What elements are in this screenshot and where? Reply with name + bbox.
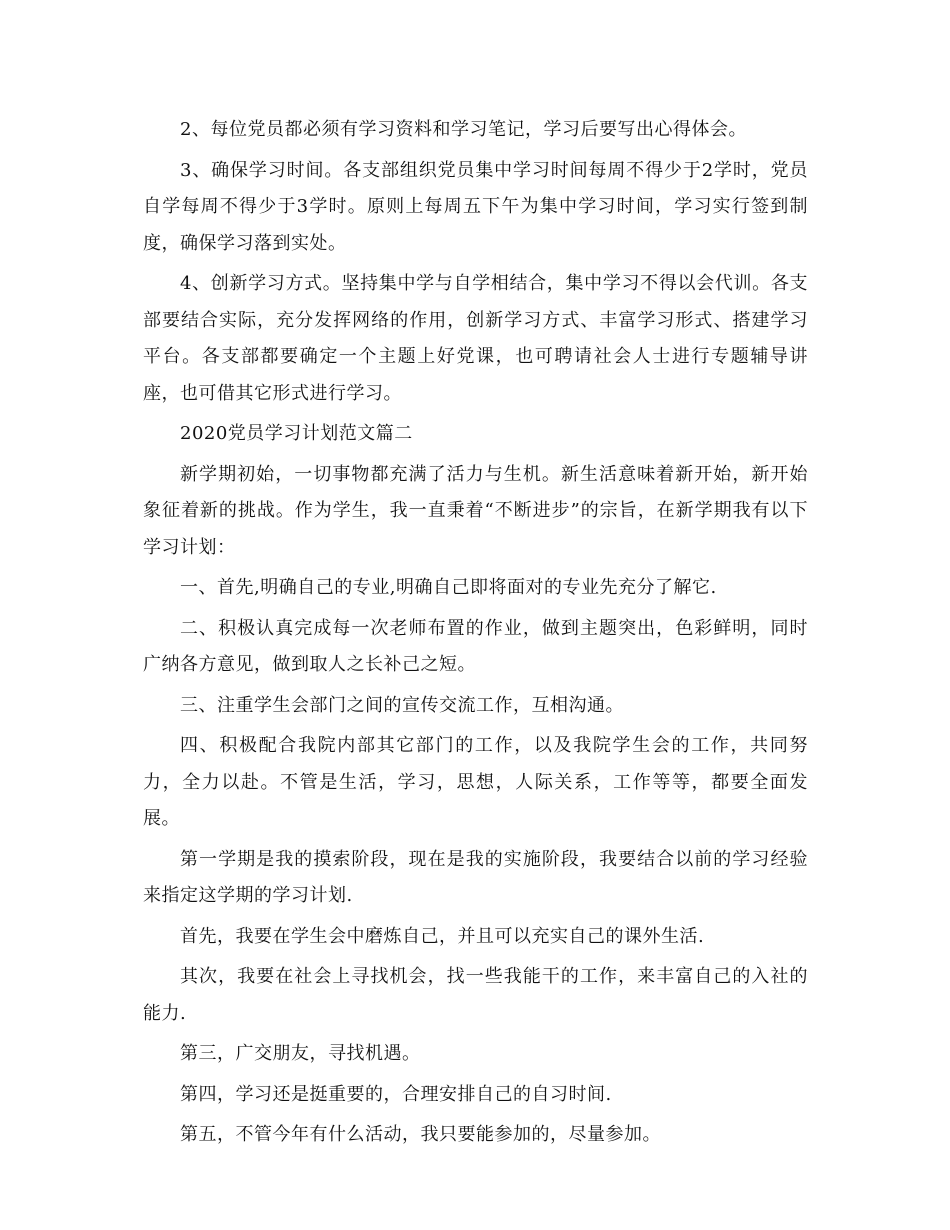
- paragraph-point-4: 4、创新学习方式。坚持集中学与自学相结合，集中学习不得以会代训。各支部要结合实际，充分发挥网络的作用，创新学习方式、丰富学习形式、搭建学习平台。各支部都要确定一个主题上好党课，也可聘请社会人士进行专题辅导讲座，也可借其它形式进行学习。: [143, 273, 808, 404]
- document-page: [143, 112, 808, 1158]
- paragraph-fifth: 第五，不管今年有什么活动，我只要能参加的，尽量参加。: [180, 1124, 661, 1145]
- paragraph-intro: 新学期初始，一切事物都充满了活力与生机。新生活意味着新开始，新开始象征着新的挑战。作为学生，我一直秉着“不断进步”的宗旨，在新学期我有以下学习计划：: [143, 463, 808, 558]
- paragraph-semester: 第一学期是我的摸索阶段，现在是我的实施阶段，我要结合以前的学习经验来指定这学期的学习计划.: [143, 848, 808, 906]
- paragraph-item-4: 四、积极配合我院内部其它部门的工作，以及我院学生会的工作，共同努力，全力以赴。不管是生活，学习，思想，人际关系，工作等等，都要全面发展。: [143, 735, 808, 829]
- paragraph-item-3: 三、注重学生会部门之间的宣传交流工作，互相沟通。: [180, 694, 624, 716]
- paragraph-item-2: 二、积极认真完成每一次老师布置的作业，做到主题突出，色彩鲜明，同时广纳各方意见，做到取人之长补己之短。: [143, 617, 808, 675]
- paragraph-first: 首先，我要在学生会中磨炼自己，并且可以充实自己的课外生活.: [180, 925, 705, 947]
- paragraph-third: 第三，广交朋友，寻找机遇。: [180, 1043, 421, 1064]
- paragraph-point-3: 3、确保学习时间。各支部组织党员集中学习时间每周不得少于2学时，党员自学每周不得少于3学时。原则上每周五下午为集中学习时间，学习实行签到制度，确保学习落到实处。: [143, 159, 808, 254]
- paragraph-point-2: 2、每位党员都必须有学习资料和学习笔记，学习后要写出心得体会。: [180, 119, 747, 140]
- paragraph-fourth: 第四，学习还是挺重要的，合理安排自己的自习时间.: [180, 1083, 612, 1105]
- paragraph-item-1: 一、首先,明确自己的专业,明确自己即将面对的专业先充分了解它.: [180, 577, 717, 598]
- section-heading: 2020党员学习计划范文篇二: [180, 423, 413, 444]
- paragraph-second: 其次，我要在社会上寻找机会，找一些我能干的工作，来丰富自己的入社的能力.: [143, 966, 808, 1024]
